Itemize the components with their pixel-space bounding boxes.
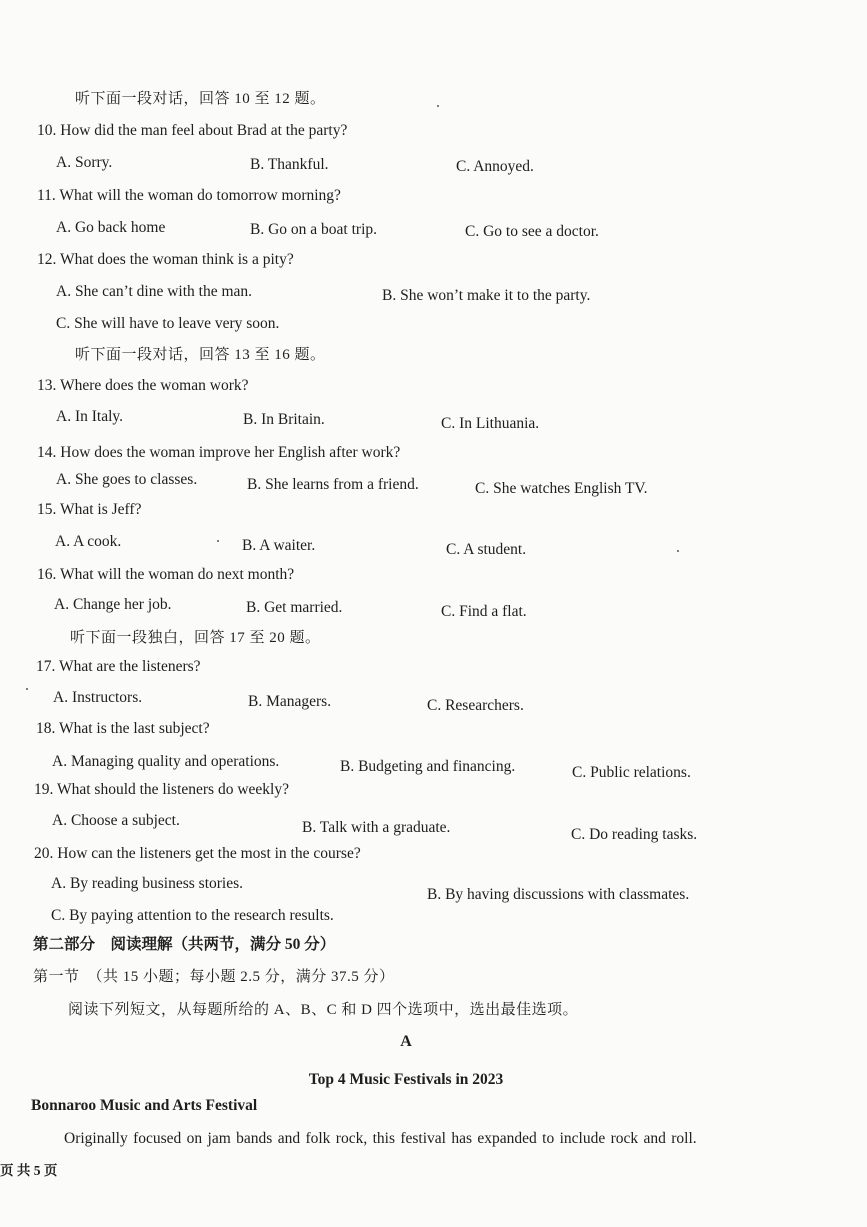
festival-heading: Bonnaroo Music and Arts Festival [31,1097,258,1114]
question-18: 18. What is the last subject? [36,720,210,737]
option-15-c: C. A student. [446,541,527,558]
option-10-c: C. Annoyed. [456,158,534,175]
option-20-b: B. By having discussions with classmates. [427,886,690,903]
scan-speck [26,688,28,690]
option-12-a: A. She can’t dine with the man. [56,283,253,300]
option-18-a: A. Managing quality and operations. [52,753,280,770]
option-15-b: B. A waiter. [242,537,316,554]
passage-letter: A [400,1033,412,1050]
option-20-c: C. By paying attention to the research results. [51,907,334,924]
option-19-b: B. Talk with a graduate. [302,819,451,836]
option-11-c: C. Go to see a doctor. [465,223,599,240]
option-14-a: A. She goes to classes. [56,471,198,488]
option-12-b: B. She won’t make it to the party. [382,287,591,304]
option-19-c: C. Do reading tasks. [571,826,698,843]
option-20-a: A. By reading business stories. [51,875,244,892]
question-17: 17. What are the listeners? [36,658,201,675]
section-instruction-10-12: 听下面一段对话，回答 10 至 12 题。 [75,91,326,107]
part2-heading: 第二部分 阅读理解（共两节，满分 50 分） [33,936,336,953]
question-16: 16. What will the woman do next month? [37,566,295,583]
option-13-a: A. In Italy. [56,408,124,425]
scan-speck [217,540,219,542]
option-14-b: B. She learns from a friend. [247,476,419,493]
option-10-b: B. Thankful. [250,156,329,173]
option-10-a: A. Sorry. [56,154,113,171]
option-16-a: A. Change her job. [54,596,172,613]
question-19: 19. What should the listeners do weekly? [34,781,289,798]
option-19-a: A. Choose a subject. [52,812,180,829]
scan-speck [677,550,679,552]
option-13-c: C. In Lithuania. [441,415,540,432]
festival-paragraph: Originally focused on jam bands and folk rock, this festival has expanded to include rock and roll. [64,1130,697,1147]
option-18-c: C. Public relations. [572,764,691,781]
passage-title: Top 4 Music Festivals in 2023 [308,1071,504,1088]
option-14-c: C. She watches English TV. [475,480,648,497]
option-12-c: C. She will have to leave very soon. [56,315,280,332]
option-11-b: B. Go on a boat trip. [250,221,377,238]
question-11: 11. What will the woman do tomorrow morning? [37,187,341,204]
option-11-a: A. Go back home [56,219,166,236]
option-13-b: B. In Britain. [243,411,325,428]
part2-subsection: 第一节 （共 15 小题；每小题 2.5 分，满分 37.5 分） [33,969,395,985]
part2-instruction: 阅读下列短文，从每题所给的 A、B、C 和 D 四个选项中，选出最佳选项。 [68,1002,579,1018]
question-12: 12. What does the woman think is a pity? [37,251,294,268]
page-footer: 页 共 5 页 [0,1163,58,1178]
question-14: 14. How does the woman improve her English after work? [37,444,401,461]
scan-speck [437,105,439,107]
section-instruction-13-16: 听下面一段对话，回答 13 至 16 题。 [75,347,326,363]
question-15: 15. What is Jeff? [37,501,142,518]
option-17-c: C. Researchers. [427,697,524,714]
option-18-b: B. Budgeting and financing. [340,758,516,775]
option-16-c: C. Find a flat. [441,603,527,620]
option-17-b: B. Managers. [248,693,332,710]
option-15-a: A. A cook. [55,533,122,550]
question-13: 13. Where does the woman work? [37,377,249,394]
option-17-a: A. Instructors. [53,689,143,706]
option-16-b: B. Get married. [246,599,343,616]
section-instruction-17-20: 听下面一段独白，回答 17 至 20 题。 [70,630,321,646]
question-20: 20. How can the listeners get the most in the course? [34,845,361,862]
question-10: 10. How did the man feel about Brad at the party? [37,122,348,139]
